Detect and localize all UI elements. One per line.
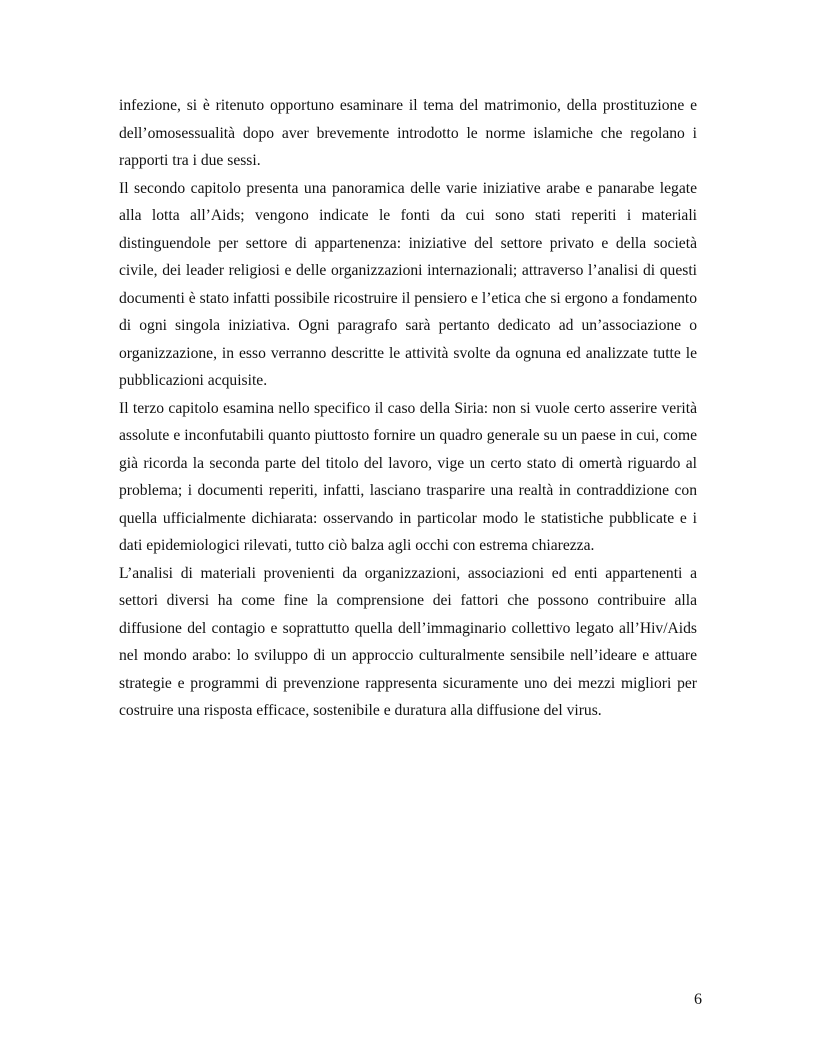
body-text xyxy=(119,92,697,725)
paragraph-third-chapter: Il terzo capitolo esamina nello specifico il caso della Siria: non si vuole certo asserire verità assolute e inconfutabili quanto piuttosto fornire un quadro generale su un paese in cui, come già ricorda la seconda parte del titolo del lavoro, vige un certo stato di omertà riguardo al problema; i documenti reperiti, infatti, lasciano trasparire una realtà in contraddizione con quella ufficialmente dichiarata: osservando in particolar modo le statistiche pubblicate e i dati epidemiologici rilevati, tutto ciò balza agli occhi con estrema chiarezza. xyxy=(119,399,697,554)
paragraph-conclusion: L’analisi di materiali provenienti da organizzazioni, associazioni ed enti appartenenti a settori diversi ha come fine la comprensione dei fattori che possono contribuire alla diffusione del contagio e soprattutto quella dell’immaginario collettivo legato all’Hiv/Aids nel mondo arabo: lo sviluppo di un approccio culturalmente sensibile nell’ideare e attuare strategie e programmi di prevenzione rappresenta sicuramente uno dei mezzi migliori per costruire una risposta efficace, sostenibile e duratura alla diffusione del virus. xyxy=(119,564,697,719)
paragraph-second-chapter: Il secondo capitolo presenta una panoramica delle varie iniziative arabe e panarabe legate alla lotta all’Aids; vengono indicate le fonti da cui sono stati reperiti i materiali distinguendole per settore di appartenenza: iniziative del settore privato e della società civile, dei leader religiosi e delle organizzazioni internazionali; attraverso l’analisi di questi documenti è stato infatti possibile ricostruire il pensiero e l’etica che si ergono a fondamento di ogni singola iniziativa. Ogni paragrafo sarà pertanto dedicato ad un’associazione o organizzazione, in esso verranno descritte le attività svolte da ognuna ed analizzate tutte le pubblicazioni acquisite. xyxy=(119,179,697,389)
page-number: 6 xyxy=(694,991,702,1008)
paragraph-continuation: infezione, si è ritenuto opportuno esaminare il tema del matrimonio, della prostituzione e dell’omosessualità dopo aver brevemente introdotto le norme islamiche che regolano i rapporti tra i due sessi. xyxy=(119,97,697,169)
